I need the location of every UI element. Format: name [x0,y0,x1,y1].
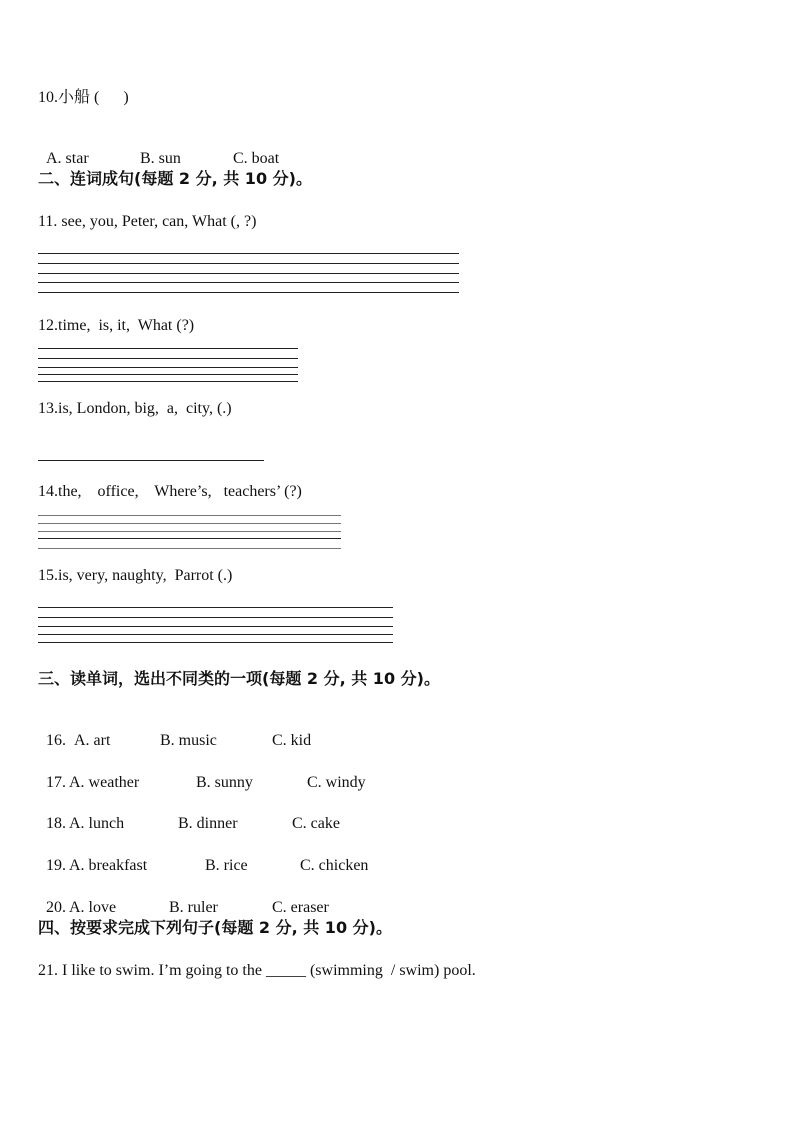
question-15: 15.is, very, naughty, Parrot (.) [38,567,233,584]
answer-line [38,607,393,608]
option-c: C. chicken [300,857,369,874]
question-10-stem: 10.小船 ( ) [38,89,129,106]
answer-line [38,634,393,635]
answer-line [38,538,341,539]
section-3-title: 三、读单词，选出不同类的一项(每题 2 分, 共 10 分)。 [38,669,440,688]
answer-line [38,626,393,627]
question-18 [38,794,340,834]
question-17 [38,753,366,793]
option-a: A. weather [69,774,140,791]
answer-line [38,515,341,516]
question-number: 20. [46,899,66,916]
answer-line [38,358,298,359]
option-b: B. ruler [169,899,218,916]
option-a: A. lunch [69,815,125,832]
answer-line [38,460,264,461]
answer-line [38,367,298,368]
option-b: B. music [160,732,217,749]
question-number: 16. [46,732,66,749]
option-a: A. star [46,150,89,167]
option-a: A. breakfast [69,857,148,874]
question-number: 17. [46,774,66,791]
answer-line [38,642,393,643]
question-13: 13.is, London, big, a, city, (.) [38,400,232,417]
question-10-options [38,129,279,169]
answer-line [38,523,341,524]
answer-line [38,348,298,349]
answer-line [38,253,459,254]
question-11: 11. see, you, Peter, can, What (, ?) [38,213,257,230]
option-c: C. boat [233,150,280,167]
option-c: C. kid [272,732,312,749]
question-19 [38,836,368,876]
section-4-title: 四、按要求完成下列句子(每题 2 分, 共 10 分)。 [38,918,392,937]
answer-line [38,531,341,532]
option-b: B. rice [205,857,248,874]
question-21: 21. I like to swim. I’m going to the _____ (swimming / swim) pool. [38,962,476,979]
option-c: C. cake [292,815,340,832]
option-c: C. windy [307,774,366,791]
option-a: A. love [69,899,117,916]
answer-line [38,292,459,293]
question-12: 12.time, is, it, What (?) [38,317,195,334]
option-b: B. sunny [196,774,253,791]
answer-line [38,374,298,375]
question-number: 19. [46,857,66,874]
option-a: A. art [74,732,111,749]
option-b: B. sun [140,150,181,167]
answer-line [38,273,459,274]
answer-line [38,617,393,618]
question-14: 14.the, office, Where’s, teachers’ (?) [38,483,302,500]
question-number: 18. [46,815,66,832]
answer-line [38,548,341,549]
option-b: B. dinner [178,815,238,832]
section-2-title: 二、连词成句(每题 2 分, 共 10 分)。 [38,169,312,188]
answer-line [38,263,459,264]
question-16 [38,711,311,751]
question-20 [38,878,329,918]
answer-line [38,381,298,382]
option-c: C. eraser [272,899,329,916]
answer-line [38,282,459,283]
